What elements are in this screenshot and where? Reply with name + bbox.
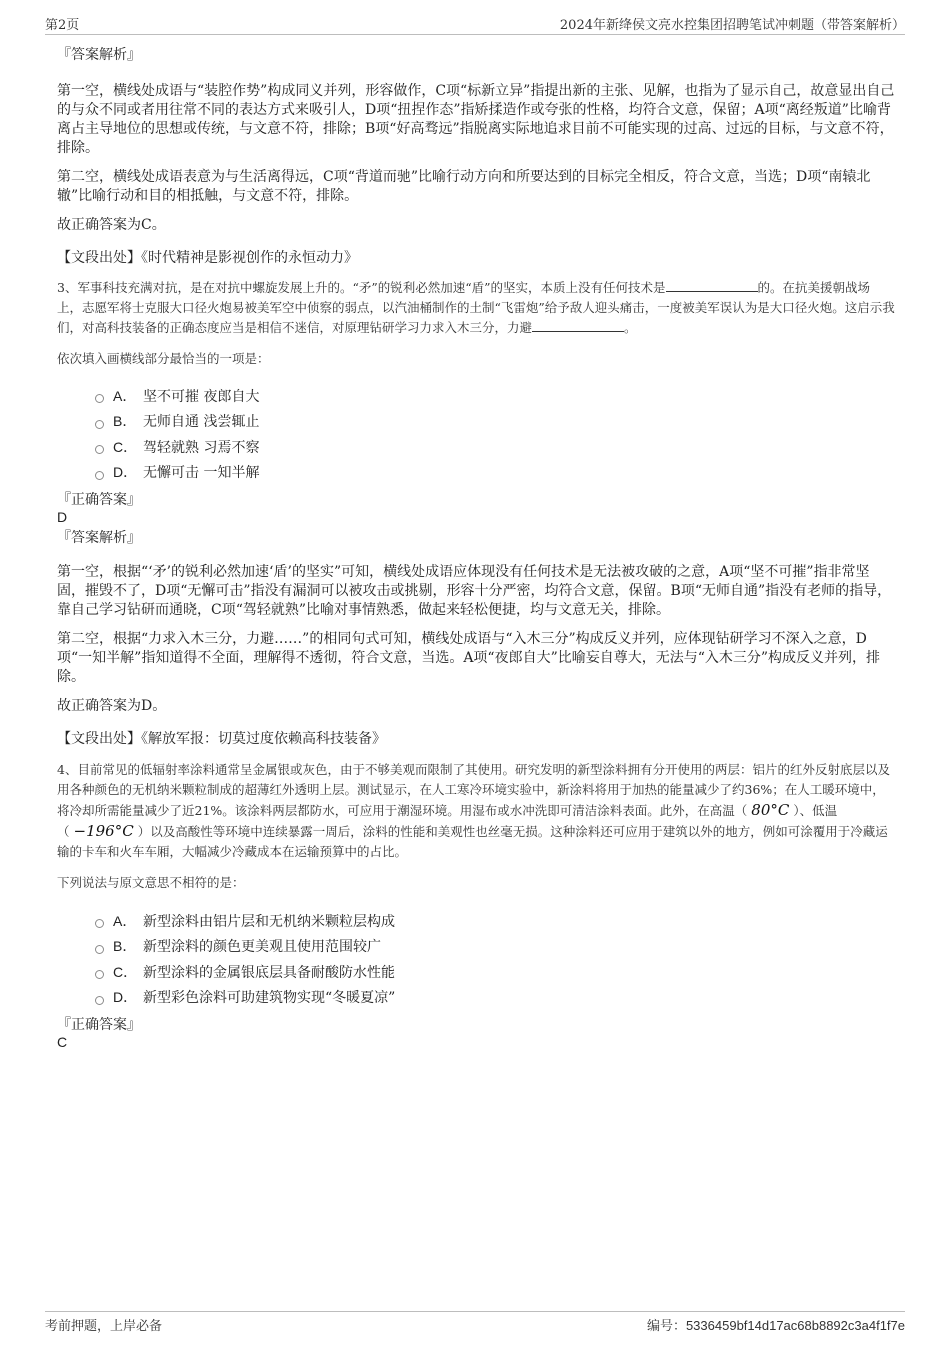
q4-option-c[interactable] [95, 959, 895, 985]
q4-stem-part-c: ）以及高酸性等环境中连续暴露一周后，涂料的性能和美观性也丝毫无损。这种涂料还可应用于建筑以外的地方，例如可涂覆用于冷藏运输的卡车和火车车厢，大幅减少冷藏成本在运输预算中的占比。 [57, 824, 888, 859]
q3-conclusion: 故正确答案为D。 [57, 698, 167, 714]
page-number: 第2页 [45, 18, 80, 33]
q3-analysis-para2: 第二空，根据“力求入木三分，力避……”的相同句式可知，横线处成语与“入木三分”构成反义并列，应体现钻研学习不深入之意，D项“一知半解”指知道得不全面，理解得不透彻，符合文意，当选。A项“夜郎自大”比喻妄自尊大，无法与“入木三分”构成反义并列，排除。 [57, 631, 881, 685]
footer-slogan: 考前押题，上岸必备 [45, 1319, 163, 1334]
q2-conclusion: 故正确答案为C。 [57, 217, 166, 233]
radio-icon[interactable] [95, 970, 104, 979]
q4-answer-label: 『正确答案』 [57, 1017, 141, 1033]
option-label: C． [113, 963, 138, 980]
option-text: 无懈可击 一知半解 [143, 465, 260, 482]
q2-analysis-para1: 第一空，横线处成语与“装腔作势”构成同义并列，形容做作，C项“标新立异”指提出新的主张、见解，也指为了显示自己，故意显出自己的与众不同或者用往常不同的表达方式来吸引人，D项“扭捏作态”指矫揉造作或夸张的性格，均符合文意，保留；A项“离经叛道”比喻背离占主导地位的思想或传统，与文意不符，排除；B项“好高骛远”指脱离实际地追求目前不可能实现的过高、过远的目标，与文意不符，排除。 [57, 83, 895, 156]
option-text: 新型涂料的金属银底层具备耐酸防水性能 [143, 964, 395, 981]
q3-prompt: 依次填入画横线部分最恰当的一项是： [57, 351, 270, 366]
q4-option-d[interactable] [95, 985, 895, 1011]
q3-source: 【文段出处】《解放军报：切莫过度依赖高科技装备》 [57, 731, 386, 747]
q3-stem-part-b: 的。在抗美援朝战场上，志愿军将士克服大口径火炮易被美军空中侦察的弱点，以汽油桶制作的土制“飞雷炮”给予敌人迎头痛击，一度被美军误认为是大口径火炮。这启示我们，对高科技装备的正确态度应当是相信不迷信，对原理钻研学习力求入木三分，力避 [57, 280, 895, 335]
q4-option-b[interactable] [95, 934, 895, 960]
q4-stem-part-b: ）、低温（ [57, 803, 838, 839]
q3-stem-part-a: 3、军事科技充满对抗，是在对抗中螺旋发展上升的。“矛”的锐利必然加速“盾”的坚实，本质上没有任何技术是 [57, 280, 666, 295]
q3-option-b[interactable] [95, 409, 895, 435]
page-footer [45, 1311, 905, 1334]
option-label: D． [113, 464, 138, 481]
q3-analysis-para1: 第一空，根据“‘矛’的锐利必然加速‘盾’的坚实”可知，横线处成语应体现没有任何技术是无法被攻破的之意，A项“坚不可摧”指非常坚固，摧毁不了，D项“无懈可击”指没有漏洞可以被攻击或挑剔，形容十分严密，均符合文意，保留。B项“无师自通”指没有老师的指导，靠自己学习钻研而通晓，C项“驾轻就熟”比喻对事情熟悉，做起来轻松便捷，均与文意无关，排除。 [57, 564, 892, 618]
q2-source: 【文段出处】《时代精神是影视创作的永恒动力》 [57, 250, 358, 266]
document-code-value: 5336459bf14d17ac68b8892c3a4f1f7e [685, 1318, 905, 1333]
document-code-label: 编号： [646, 1319, 686, 1334]
option-text: 无师自通 浅尝辄止 [143, 414, 260, 431]
q3-option-d[interactable] [95, 460, 895, 486]
option-label: A． [113, 387, 137, 404]
radio-icon[interactable] [95, 471, 104, 480]
q3-option-c[interactable] [95, 434, 895, 460]
option-text: 坚不可摧 夜郎自大 [143, 388, 260, 405]
radio-icon[interactable] [95, 394, 104, 403]
option-label: D． [113, 989, 138, 1006]
q4-stem-part-a: 4、目前常见的低辐射率涂料通常呈金属银或灰色，由于不够美观而限制了其使用。研究发明的新型涂料拥有分开使用的两层：铝片的红外反射底层以及用各种颜色的无机纳米颗粒制成的超薄红外透明上层。测试显示，在人工寒冷环境实验中，新涂料将用于加热的能量减少了约36%；在人工暖环境中，将冷却所需能量减少了近21%。该涂料两层都防水，可应用于潮湿环境。用湿布或水冲洗即可清洁涂料表面。此外，在高温（ [57, 762, 890, 818]
option-label: B． [113, 938, 137, 955]
option-label: B． [113, 413, 137, 430]
option-label: A． [113, 912, 137, 929]
radio-icon[interactable] [95, 445, 104, 454]
q3-options [95, 383, 895, 485]
option-text: 新型涂料的颜色更美观且使用范围较广 [143, 939, 381, 956]
q4-temp-low: −196°C [73, 822, 134, 840]
q3-answer-label: 『正确答案』 [57, 492, 141, 508]
page-content [57, 46, 895, 1050]
q4-option-a[interactable] [95, 908, 895, 934]
q2-analysis-label: 『答案解析』 [57, 47, 141, 63]
q3-blank-1 [666, 280, 758, 292]
q3-stem [57, 278, 895, 338]
option-text: 驾轻就熟 习焉不察 [143, 439, 260, 456]
radio-icon[interactable] [95, 996, 104, 1005]
q4-temp-high: 80°C [751, 801, 790, 819]
page-header [45, 14, 905, 35]
radio-icon[interactable] [95, 945, 104, 954]
option-text: 新型涂料由铝片层和无机纳米颗粒层构成 [143, 913, 395, 930]
radio-icon[interactable] [95, 919, 104, 928]
q3-option-a[interactable] [95, 383, 895, 409]
q3-answer: D [57, 509, 68, 525]
option-label: C． [113, 438, 138, 455]
q3-analysis-label: 『答案解析』 [57, 530, 141, 546]
q4-stem [57, 760, 895, 862]
q4-prompt: 下列说法与原文意思不相符的是： [57, 875, 245, 890]
document-title: 2024年新绛侯文亮水控集团招聘笔试冲刺题（带答案解析） [559, 18, 905, 33]
document-code [647, 1315, 905, 1334]
radio-icon[interactable] [95, 420, 104, 429]
q2-analysis-para2: 第二空，横线处成语表意为与生活离得远，C项“背道而驰”比喻行动方向和所要达到的目标完全相反，符合文意，当选；D项“南辕北辙”比喻行动和目的相抵触，与文意不符，排除。 [57, 169, 871, 204]
q4-answer: C [57, 1034, 68, 1050]
q3-blank-2 [532, 320, 624, 332]
q4-options [95, 908, 895, 1010]
option-text: 新型彩色涂料可助建筑物实现“冬暖夏凉” [143, 990, 396, 1007]
q3-stem-part-c: 。 [624, 320, 637, 335]
